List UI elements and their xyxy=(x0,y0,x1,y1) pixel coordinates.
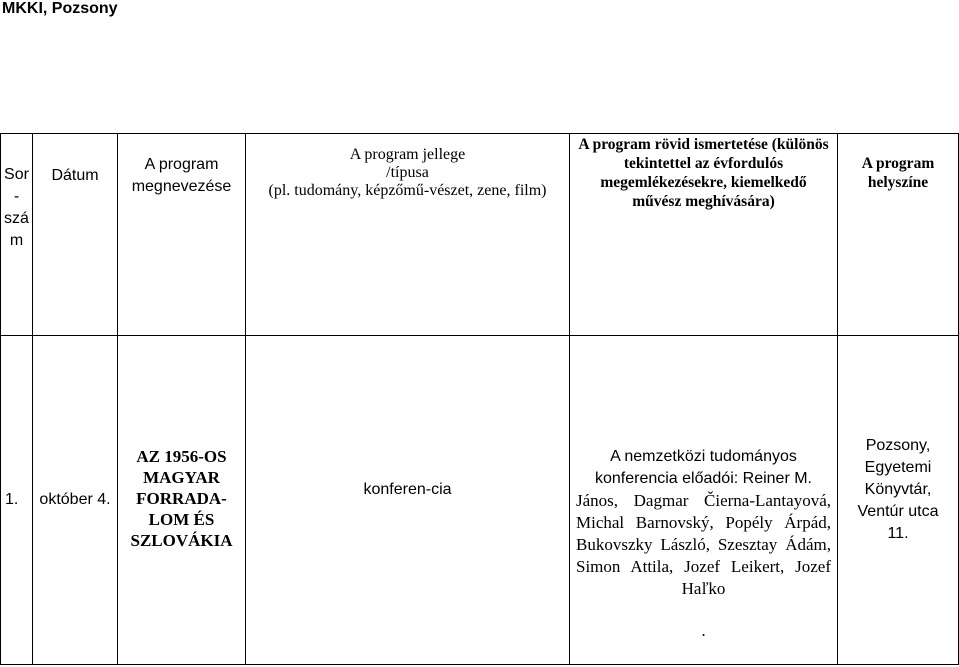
table-row xyxy=(1,336,959,665)
header-helyszin: A program helyszíne xyxy=(838,134,959,336)
row-jelleg: konferen-cia xyxy=(246,336,570,665)
row-sorszam: 1. xyxy=(1,336,33,665)
table-header-row xyxy=(1,134,959,336)
row-helyszin: Pozsony, Egyetemi Könyvtár, Ventúr utca 11. xyxy=(838,336,959,665)
header-jelleg: A program jellege /típusa (pl. tudomány, képzőmű-vészet, zene, film) xyxy=(246,134,570,336)
program-table xyxy=(0,133,959,665)
organization-title: MKKI, Pozsony xyxy=(2,0,118,17)
row-ismertetes: A nemzetközi tudományos konferencia előadói: Reiner M. János, Dagmar Čierna-Lantayová, Michal Barnovský, Popély Árpád, Bukovszky László, Szesztay Ádám, Simon Attila, Jozef Leikert, Jozef Haľko . xyxy=(570,336,838,665)
header-datum: Dátum xyxy=(33,134,118,336)
row-megnevezes: AZ 1956-OS MAGYAR FORRADA- LOM ÉS SZLOVÁKIA xyxy=(118,336,246,665)
row-datum: október 4. xyxy=(33,336,118,665)
header-megnevezes: A program megnevezése xyxy=(118,134,246,336)
header-sorszam: Sor - szá m xyxy=(1,134,33,336)
header-ismertetes: A program rövid ismertetése (különös tekintettel az évfordulós megemlékezésekre, kiemelkedő művész meghívására) xyxy=(570,134,838,336)
